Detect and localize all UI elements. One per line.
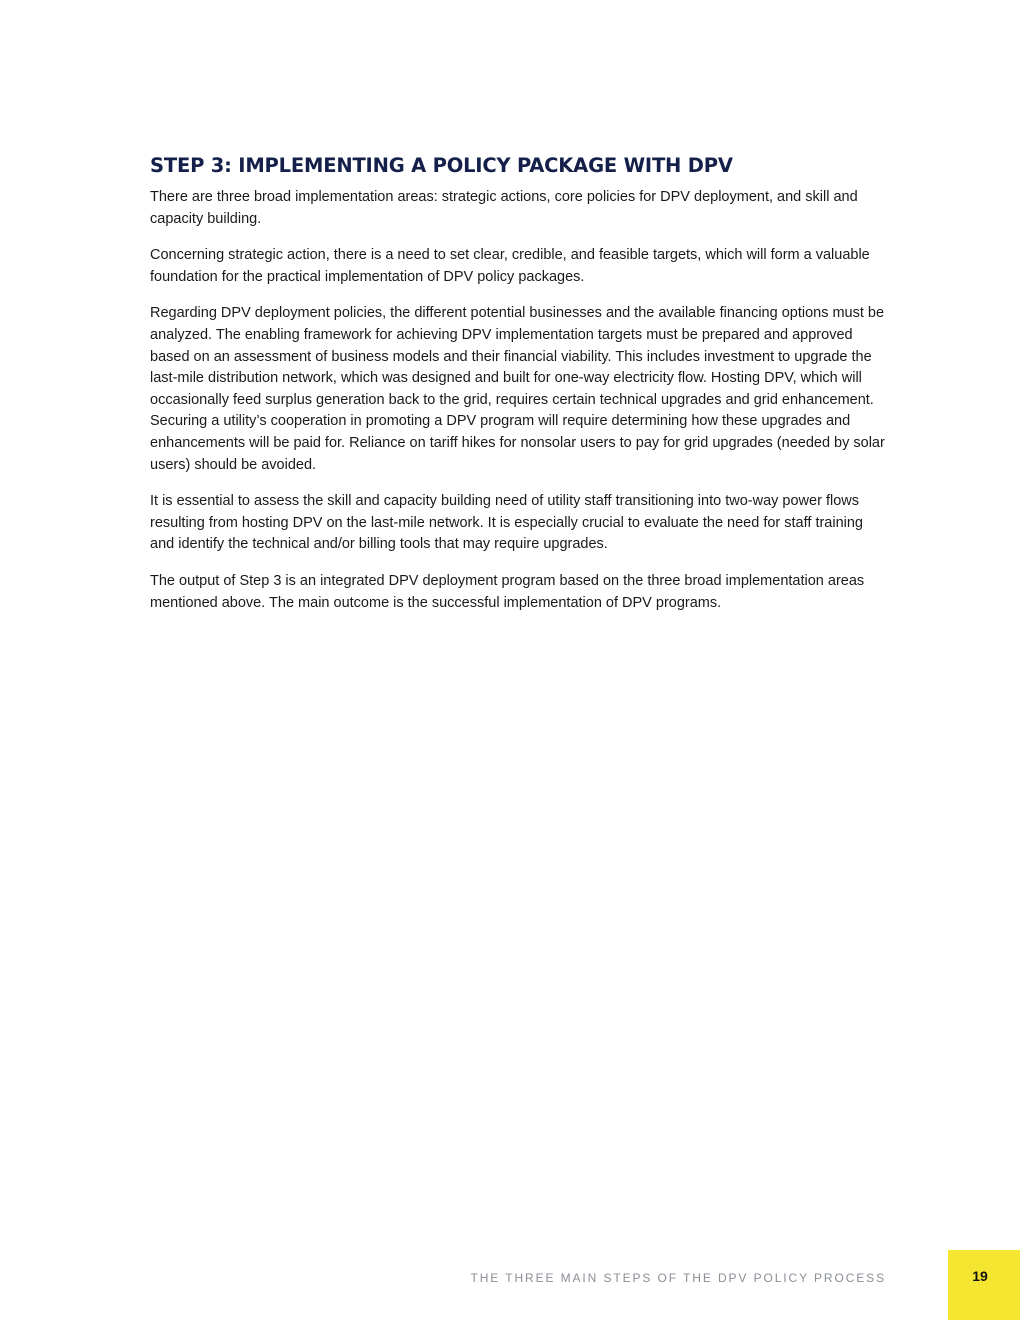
page-number-tab — [948, 1250, 1020, 1320]
page-number: 19 — [972, 1268, 988, 1284]
section-heading: STEP 3: IMPLEMENTING A POLICY PACKAGE WITH DPV — [150, 154, 733, 177]
section-content — [150, 153, 890, 629]
running-footer-title: THE THREE MAIN STEPS OF THE DPV POLICY PROCESS — [470, 1271, 886, 1285]
paragraph-strategic-action: Concerning strategic action, there is a need to set clear, credible, and feasible targets, which will form a valuable foundation for the practical implementation of DPV policy packages. — [150, 247, 870, 285]
paragraph-skill-capacity: It is essential to assess the skill and capacity building need of utility staff transitioning into two-way power flows resulting from hosting DPV on the last-mile network. It is especially crucial to evaluate the need for staff training and identify the technical and/or billing tools that may require upgrades. — [150, 493, 863, 553]
paragraph-output: The output of Step 3 is an integrated DPV deployment program based on the three broad implementation areas mentioned above. The main outcome is the successful implementation of DPV programs. — [150, 572, 865, 611]
paragraph-intro: There are three broad implementation areas: strategic actions, core policies for DPV deployment, and skill and capacity building. — [150, 189, 858, 227]
paragraph-deployment-policies: Regarding DPV deployment policies, the different potential businesses and the available financing options must be analyzed. The enabling framework for achieving DPV implementation targets must be prepared and approved based on an assessment of business models and their financial viability. This includes investment to upgrade the last-mile distribution network, which was designed and built for one-way electricity flow. Hosting DPV, which will occasionally feed surplus generation back to the grid, requires certain technical upgrades and grid enhancement. Securing a utility’s cooperation in promoting a DPV program will require determining how these upgrades and enhancements will be paid for. Reliance on tariff hikes for nonsolar users to pay for grid upgrades (needed by solar users) should be avoided. — [150, 305, 885, 473]
